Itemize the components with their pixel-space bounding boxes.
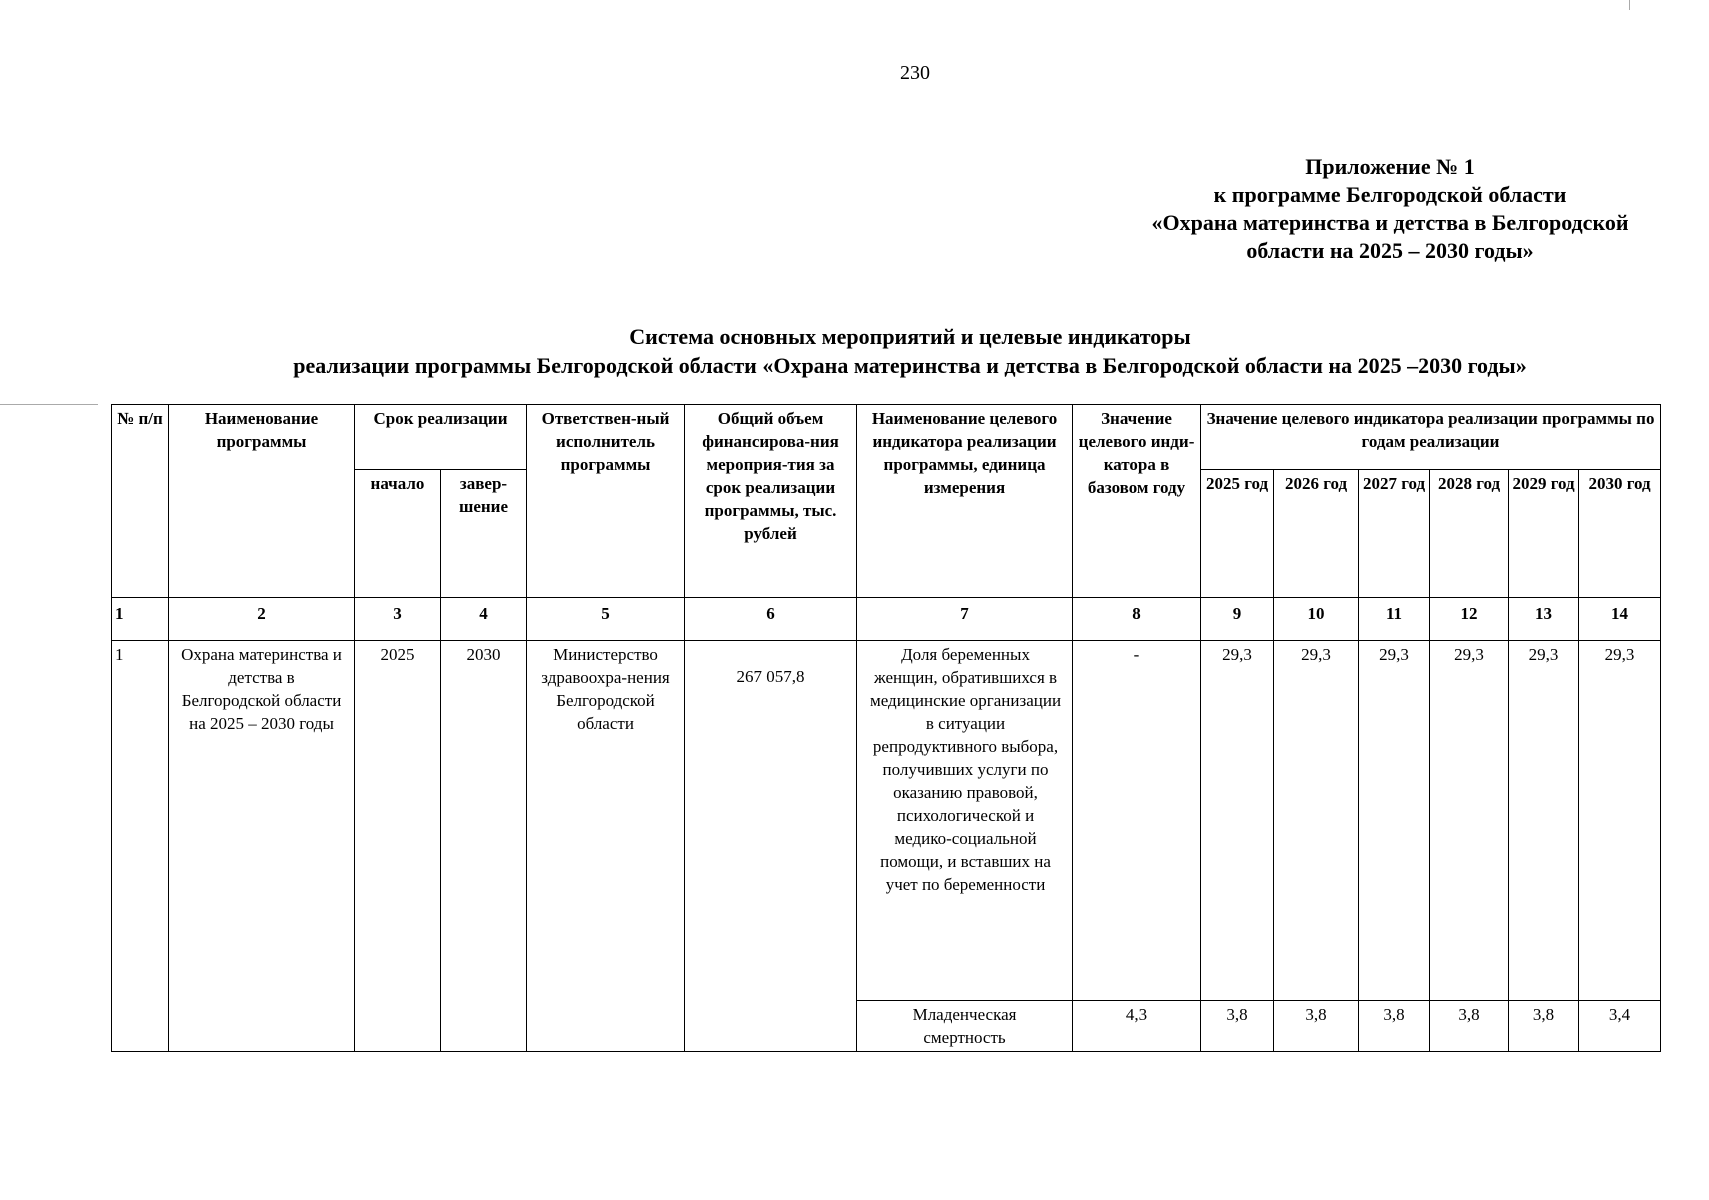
header-financing: Общий объем финансирова-ния мероприя-тия за срок реализации программы, тыс. рублей [685, 405, 857, 598]
header-year-2028: 2028 год [1430, 470, 1509, 598]
header-start: начало [355, 470, 441, 598]
indicator-base: - [1073, 641, 1201, 1001]
column-number: 12 [1430, 598, 1509, 641]
indicator-value: 3,4 [1579, 1001, 1661, 1052]
appendix-line: «Охрана материнства и детства в Белгородской [1151, 210, 1629, 235]
column-number: 14 [1579, 598, 1661, 641]
column-number: 11 [1359, 598, 1430, 641]
header-num: № п/п [112, 405, 169, 598]
header-year-2025: 2025 год [1201, 470, 1274, 598]
header-indicator-name: Наименование целевого индикатора реализации программы, единица измерения [857, 405, 1073, 598]
header-program-name: Наименование программы [169, 405, 355, 598]
column-number: 2 [169, 598, 355, 641]
column-number: 4 [441, 598, 527, 641]
indicator-value: 3,8 [1509, 1001, 1579, 1052]
column-number: 8 [1073, 598, 1201, 641]
header-executor: Ответствен-ный исполнитель программы [527, 405, 685, 598]
column-number: 1 [112, 598, 169, 641]
scan-artifact [1629, 0, 1630, 10]
row-executor: Министерство здравоохра-нения Белгородской области [527, 641, 685, 1052]
appendix-line: области на 2025 – 2030 годы» [1246, 238, 1534, 263]
row-start: 2025 [355, 641, 441, 1052]
indicator-value: 3,8 [1430, 1001, 1509, 1052]
indicator-value: 29,3 [1509, 641, 1579, 1001]
row-end: 2030 [441, 641, 527, 1052]
indicator-value: 3,8 [1201, 1001, 1274, 1052]
appendix-line: Приложение № 1 [1305, 154, 1475, 179]
appendix-line: к программе Белгородской области [1213, 182, 1567, 207]
indicator-value: 29,3 [1359, 641, 1430, 1001]
scan-artifact [0, 404, 98, 405]
header-end: завер-шение [441, 470, 527, 598]
indicator-value: 29,3 [1430, 641, 1509, 1001]
header-year-2030: 2030 год [1579, 470, 1661, 598]
title-line: Система основных мероприятий и целевые индикаторы [629, 324, 1191, 349]
header-year-2029: 2029 год [1509, 470, 1579, 598]
row-num: 1 [112, 641, 169, 1052]
document-title [180, 322, 1640, 380]
indicator-base: 4,3 [1073, 1001, 1201, 1052]
column-number: 6 [685, 598, 857, 641]
column-number: 13 [1509, 598, 1579, 641]
column-number: 5 [527, 598, 685, 641]
indicator-value: 3,8 [1274, 1001, 1359, 1052]
header-term: Срок реализации [355, 405, 527, 470]
header-base-value: Значение целевого инди-катора в базовом году [1073, 405, 1201, 598]
column-number: 3 [355, 598, 441, 641]
column-number: 9 [1201, 598, 1274, 641]
title-line: реализации программы Белгородской области «Охрана материнства и детства в Белгородской области на 2025 –2030 годы» [293, 353, 1527, 378]
indicators-table [111, 404, 1661, 1052]
header-year-2026: 2026 год [1274, 470, 1359, 598]
indicator-value: 29,3 [1201, 641, 1274, 1001]
page-number: 230 [900, 62, 930, 84]
indicator-value: 29,3 [1579, 641, 1661, 1001]
appendix-block [1120, 153, 1660, 265]
indicator-value: 29,3 [1274, 641, 1359, 1001]
header-by-years: Значение целевого индикатора реализации программы по годам реализации [1201, 405, 1661, 470]
row-program-name: Охрана материнства и детства в Белгородской области на 2025 – 2030 годы [169, 641, 355, 1052]
indicator-value: 3,8 [1359, 1001, 1430, 1052]
header-year-2027: 2027 год [1359, 470, 1430, 598]
table-row [112, 641, 1661, 1001]
row-financing: 267 057,8 [685, 641, 857, 1052]
indicator-name: Доля беременных женщин, обратившихся в медицинские организации в ситуации репродуктивного выбора, получивших услуги по оказанию правовой, психологической и медико-социальной помощи, и вставших на учет по беременности [857, 641, 1073, 1001]
column-number: 7 [857, 598, 1073, 641]
indicator-name: Младенческая смертность [857, 1001, 1073, 1052]
column-number: 10 [1274, 598, 1359, 641]
